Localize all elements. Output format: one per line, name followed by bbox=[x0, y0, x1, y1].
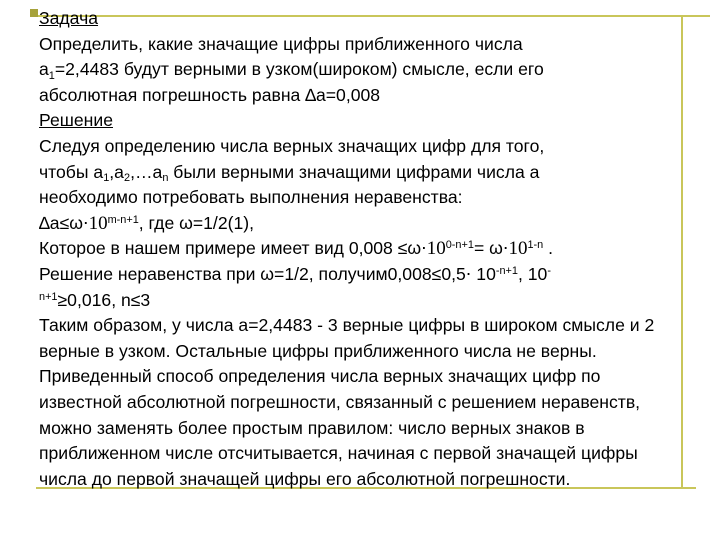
dot-symbol: ⋅ bbox=[465, 263, 472, 284]
solution-line-2c: ,…a bbox=[130, 161, 163, 182]
ten: 10 bbox=[508, 238, 528, 260]
exponent: m-n+1 bbox=[107, 213, 139, 226]
omega-symbol: ω bbox=[489, 238, 503, 259]
le-symbol: ≤ bbox=[431, 263, 442, 284]
omega-symbol: ω bbox=[179, 212, 193, 233]
ten: 10 bbox=[471, 263, 496, 284]
dot-symbol: ⋅ bbox=[421, 238, 427, 259]
exponent: 1-n bbox=[527, 239, 544, 252]
conclusion-paragraph: Таким образом, у числа a=2,4483 - 3 верные цифры в широком смысле и 2 верные в узком. Остальные цифры приближенного числа не верны. Приведенный способ определения числа верных значащих цифр по известной абсолютной погрешности, связанный с решением неравенств, можно заменять более простым правилом: число верных знаков в приближенном числе отсчитывается, начиная с первой значащей цифры числа до первой значащей цифры его абсолютной погрешности. bbox=[39, 315, 655, 489]
result-half: 0,5 bbox=[441, 263, 466, 284]
delta-symbol: ∆ bbox=[305, 84, 316, 105]
dot-symbol: ⋅ bbox=[82, 212, 89, 233]
delta-symbol: ∆ bbox=[39, 212, 50, 233]
exponent: 0-n+1 bbox=[445, 239, 474, 252]
le-symbol: ≤ bbox=[130, 289, 141, 310]
solution-line-2b: ,a bbox=[109, 161, 124, 182]
sub-1: 1 bbox=[103, 172, 110, 185]
ge-symbol: ≥ bbox=[57, 289, 68, 310]
exponent: n+1 bbox=[39, 290, 58, 303]
task-var: a bbox=[39, 59, 49, 80]
example-eq: = bbox=[473, 238, 490, 259]
ten: 10 bbox=[426, 238, 446, 260]
omega-symbol: ω bbox=[69, 212, 83, 233]
sub-2: 2 bbox=[123, 172, 131, 185]
solution-heading: Решение bbox=[39, 110, 113, 131]
task-paragraph bbox=[39, 32, 679, 109]
example-text: Которое в нашем примере имеет вид 0,008 bbox=[39, 238, 398, 259]
omega-symbol: ω bbox=[260, 263, 275, 284]
bullet-square-icon bbox=[30, 9, 38, 17]
task-line-3: абсолютная погрешность равна bbox=[39, 84, 306, 105]
solution-paragraph bbox=[39, 134, 679, 313]
n-value: 0,016, n bbox=[67, 289, 131, 310]
le-symbol: ≤ bbox=[59, 212, 70, 233]
exponent: -n+1 bbox=[495, 264, 518, 277]
solution-line-2d: были верными значащими цифрами числа a bbox=[168, 161, 540, 182]
exponent: - bbox=[547, 264, 551, 277]
solution-line-3: необходимо потребовать выполнения неравенства: bbox=[39, 187, 463, 208]
task-tail: a=0,008 bbox=[316, 84, 381, 105]
task-sub: 1 bbox=[48, 70, 55, 82]
task-line-1: Определить, какие значащие цифры приближенного числа bbox=[39, 33, 523, 54]
omega-symbol: ω bbox=[407, 238, 422, 259]
solution-line-1: Следуя определению числа верных значащих цифр для того, bbox=[39, 135, 545, 156]
result-mid: =1/2, получим0,008 bbox=[274, 263, 432, 284]
sub-n: n bbox=[162, 172, 169, 185]
result-text: Решение неравенства при bbox=[39, 263, 261, 284]
task-value: =2,4483 будут верными в узком(широком) смысле, если его bbox=[54, 59, 544, 80]
formula-eq: =1/2(1), bbox=[192, 212, 254, 233]
side-rule bbox=[681, 15, 683, 489]
ten: 10 bbox=[88, 212, 108, 234]
example-end: . bbox=[543, 238, 553, 259]
le-symbol: ≤ bbox=[397, 238, 408, 259]
slide-text bbox=[39, 6, 679, 492]
formula-tail: , где bbox=[138, 212, 180, 233]
n-bound: 3 bbox=[140, 289, 151, 310]
result-comma: , 10 bbox=[518, 263, 548, 284]
formula-var: a bbox=[49, 212, 60, 233]
heading: Задача bbox=[39, 8, 99, 28]
solution-line-2a: чтобы a bbox=[39, 161, 104, 182]
dot-symbol: ⋅ bbox=[502, 238, 509, 259]
